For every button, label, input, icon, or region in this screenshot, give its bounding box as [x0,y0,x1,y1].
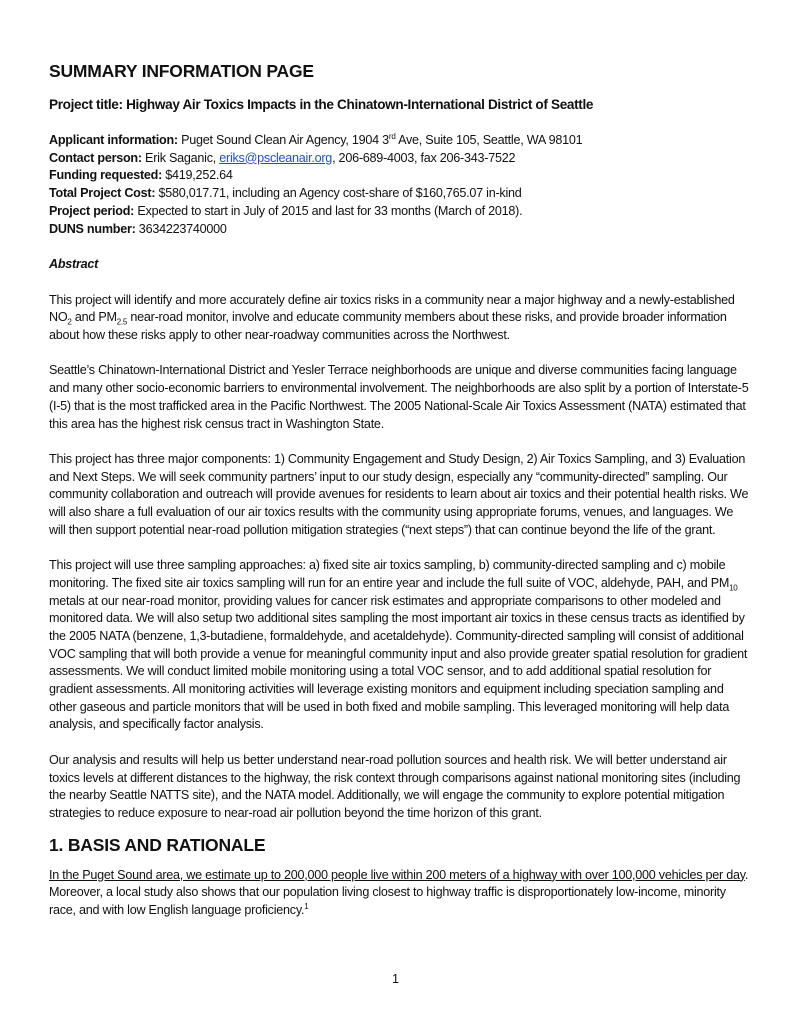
applicant-information-label: Applicant information: [49,133,178,147]
footnote-reference[interactable]: 1 [304,901,309,911]
abstract-paragraph-5: Our analysis and results will help us better understand near-road pollution sources and health risk. We will better understand air toxics levels at different distances to the highway, the risk context through comparisons against national monitoring sites (including the nearby Seattle NATTS site), and the NATA model. Additionally, we will engage the community to explore potential mitigation strategies to reduce exposure to near-road air pollution beyond the time horizon of this grant. [49,752,741,820]
contact-email-link[interactable]: eriks@pscleanair.org [219,150,333,165]
subscript: 2 [67,317,72,327]
contact-person-line [49,150,749,168]
project-period-value: Expected to start in July of 2015 and last for 33 months (March of 2018). [134,203,523,218]
contact-person-name: Erik Saganic, [141,150,220,165]
text-run: and PM [71,310,117,325]
total-project-cost-label: Total Project Cost: [49,186,156,201]
contact-phone-fax: , 206-689-4003, fax 206-343-7522 [332,150,516,165]
applicant-information-value: Puget Sound Clean Air Agency, 1904 3 [177,133,389,147]
project-period-label: Project period: [49,203,135,218]
duns-number-line [49,221,749,239]
subscript: 2.5 [116,317,128,327]
text-run: near-road monitor, involve and educate community members about these risks, and provide broader information about how these risks apply to other near-roadway communities across the Northwest. [49,310,727,343]
abstract-paragraph-2: Seattle’s Chinatown-International District and Yesler Terrace neighborhoods are unique and diverse communities facing language and many other socio-economic barriers to environmental involvement. The neighborhoods are also split by a portion of Interstate-5 (I-5) that is the most trafficked area in the Pacific Northwest. The 2005 National-Scale Air Toxics Assessment (NATA) estimated that this area has the highest risk census tract in Washington State. [49,363,749,431]
page-heading: SUMMARY INFORMATION PAGE [49,61,314,81]
text-run: This project will identify and more accurately define air toxics risks in a community near a major highway and a newly-established NO [49,292,735,325]
section-heading-basis-and-rationale: 1. BASIS AND RATIONALE [49,834,266,855]
contact-person-label: Contact person: [49,150,142,165]
abstract-paragraph-1 [49,292,749,345]
page-number: 1 [391,972,399,986]
duns-number-label: DUNS number: [49,221,136,236]
text-run: This project will use three sampling approaches: a) fixed site air toxics sampling, b) community-directed sampling and c) mobile monitoring. The fixed site air toxics sampling will run for an entire year and include the full suite of VOC, aldehyde, PAH, and PM [49,558,730,590]
abstract-heading: Abstract [49,257,99,272]
abstract-paragraph-3: This project has three major components: 1) Community Engagement and Study Design, 2) Air Toxics Sampling, and 3) Evaluation and Next Steps. We will seek community partners’ input to our study design, especially any “community-directed” sampling. Our community collaboration and outreach will provide avenues for residents to learn about air toxics and their potential health risks. We will also share a full evaluation of our air toxics results with the community using appropriate forums, venues, and languages. We will then support potential near-road pollution mitigation strategies (“next steps”) that can continue beyond the life of the grant. [49,451,749,537]
basis-paragraph-1 [49,867,749,920]
funding-requested-value: $419,252.64 [162,168,233,183]
ordinal-suffix: rd [388,131,396,141]
text-run: metals at our near-road monitor, providing values for cancer risk estimates and appropriate comparisons to other modeled and monitored data. We will also setup two additional sites sampling the most important air toxics in these census tracts as identified by the 2005 NATA (benzene, 1,3-butadiene, formaldehyde, and acetaldehyde). Community-directed sampling will consist of additional VOC sampling that will both provide a venue for meaningful community input and also provide greater spatial resolution for gradient assessments. We will conduct limited mobile monitoring using a total VOC sensor, and to add additional spatial resolution for gradient assessments. All monitoring activities will leverage existing monitors and equipment including speciation sampling and other gaseous and particle monitors that will be used in both fixed and mobile sampling. This leveraged monitoring will help data analysis, and specifically factor analysis. [49,593,748,732]
applicant-info-block [49,132,749,238]
duns-number-value: 3634223740000 [135,221,227,236]
applicant-information-line [49,132,749,150]
funding-requested-line [49,167,749,185]
page-content [49,60,749,920]
applicant-information-value-rest: Ave, Suite 105, Seattle, WA 98101 [395,133,583,147]
project-period-line [49,203,749,221]
project-title: Project title: Highway Air Toxics Impacts in the Chinatown-International District of Seattle [49,97,594,112]
total-project-cost-line [49,185,749,203]
funding-requested-label: Funding requested: [49,168,163,183]
text-run: . Moreover, a local study also shows that our population living closest to highway traffic is disproportionately low-income, minority race, and with low English language proficiency. [49,867,749,918]
subscript: 10 [729,583,738,593]
abstract-paragraph-4 [49,557,749,734]
underlined-text: In the Puget Sound area, we estimate up to 200,000 people live within 200 meters of a highway with over 100,000 vehicles per day [49,867,745,882]
total-project-cost-value: $580,017.71, including an Agency cost-share of $160,765.07 in-kind [155,186,522,201]
